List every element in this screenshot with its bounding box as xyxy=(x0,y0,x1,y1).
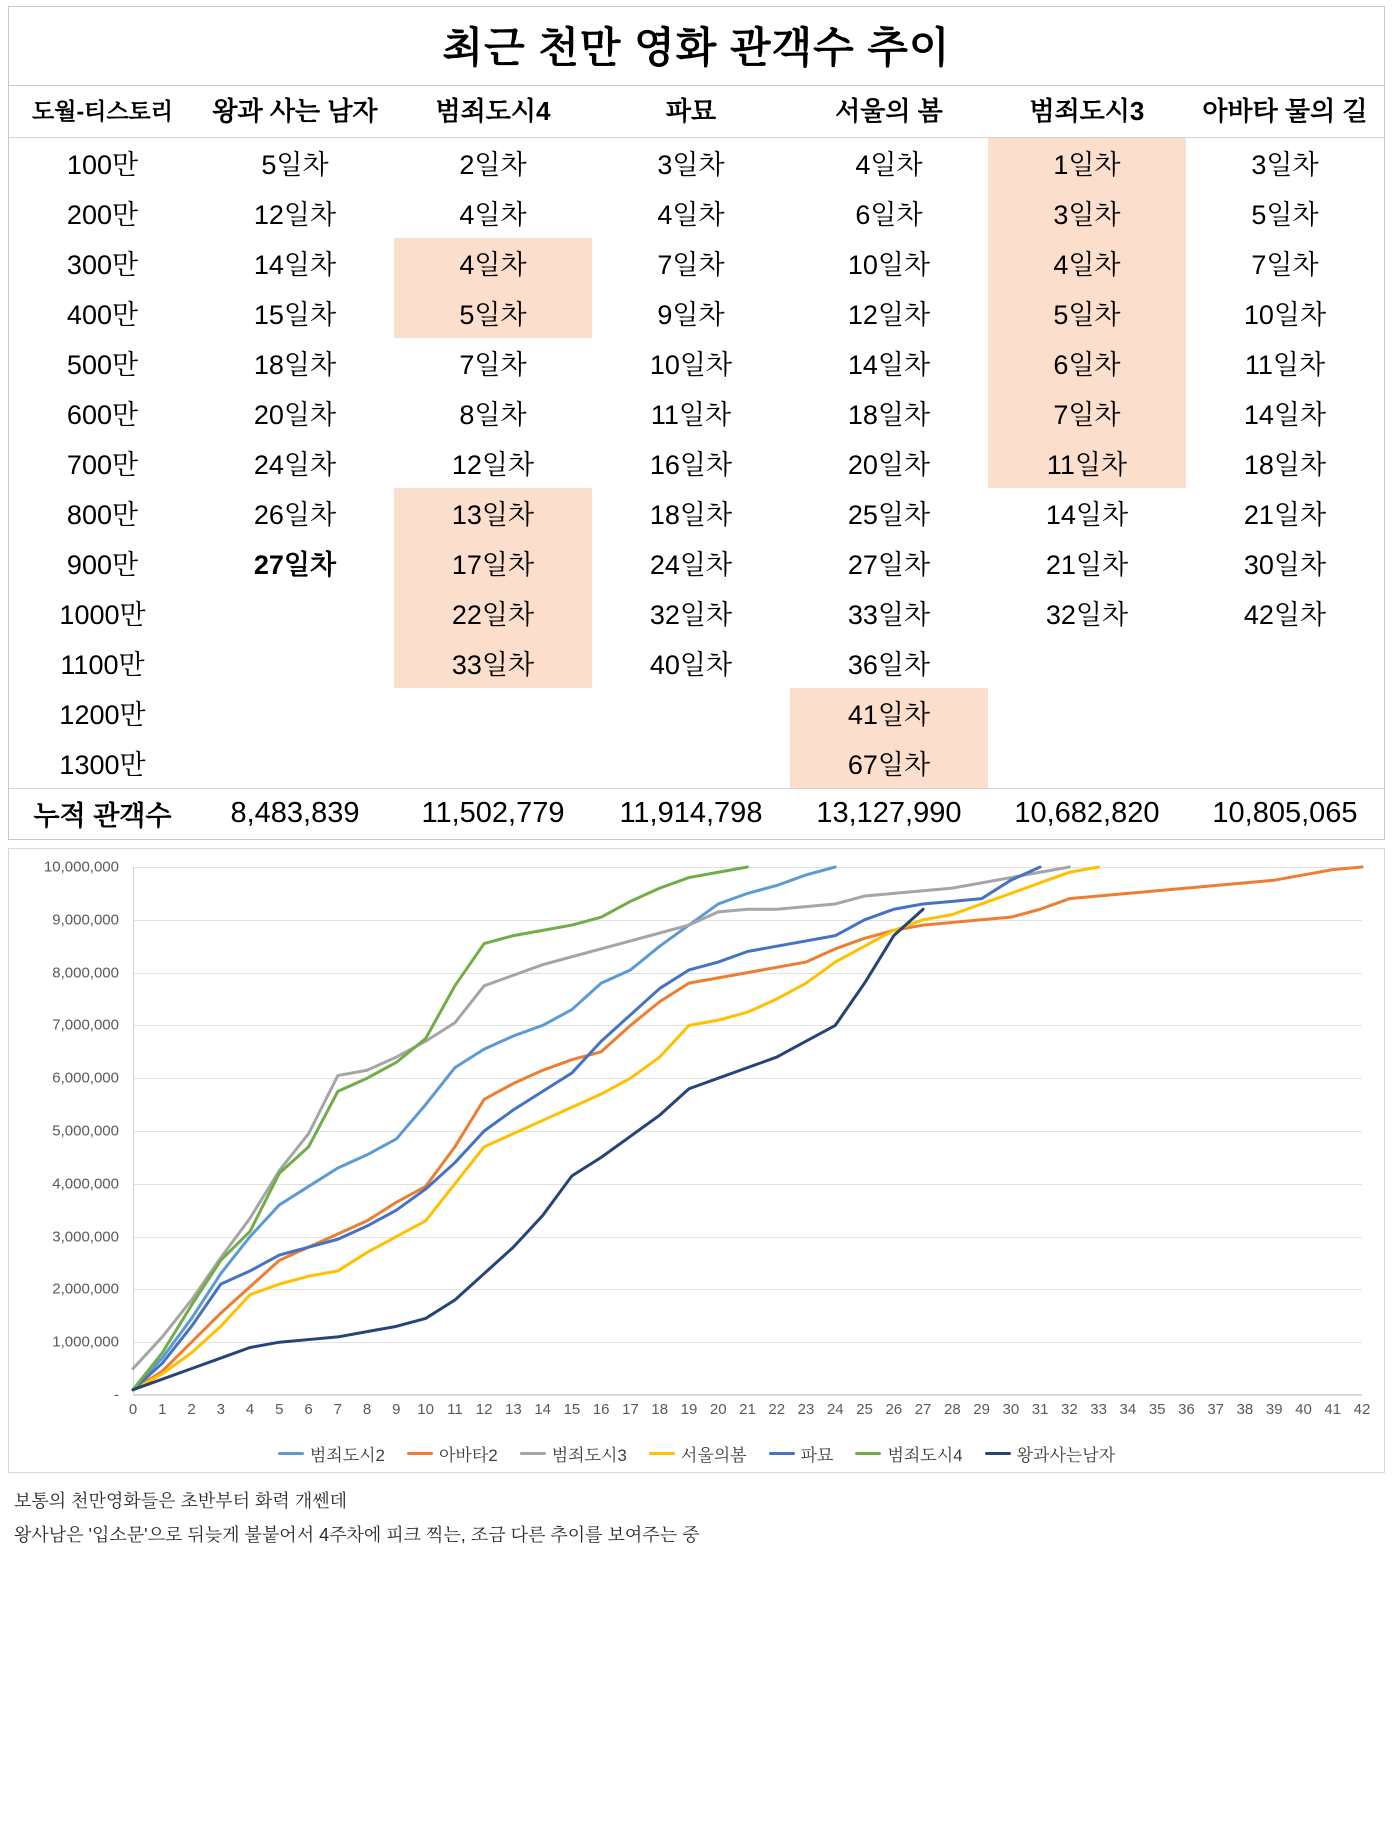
row-label: 900만 xyxy=(66,550,139,580)
x-tick-label: 34 xyxy=(1119,1401,1137,1418)
table-cell xyxy=(988,738,1186,789)
x-tick-label: 5 xyxy=(275,1401,284,1418)
total-value: 11,502,779 xyxy=(394,789,592,840)
total-value: 10,682,820 xyxy=(988,789,1186,840)
row-label: 1000만 xyxy=(59,600,146,630)
table-row xyxy=(9,438,1384,488)
table-cell: 5일차 xyxy=(394,288,592,338)
legend-label: 왕과사는남자 xyxy=(1016,1446,1116,1465)
table-cell: 14일차 xyxy=(1243,400,1327,430)
table-row xyxy=(9,738,1384,789)
row-label: 200만 xyxy=(66,200,139,230)
table-cell: 3일차 xyxy=(657,150,725,180)
x-tick-label: 35 xyxy=(1148,1401,1166,1418)
row-label: 1100만 xyxy=(60,650,145,680)
row-label: 300만 xyxy=(66,250,139,280)
table-row xyxy=(9,538,1384,588)
table-cell: 26일차 xyxy=(253,500,337,530)
table-row xyxy=(9,688,1384,738)
y-tick-label: 8,000,000 xyxy=(52,964,119,982)
x-tick-label: 30 xyxy=(1002,1401,1020,1418)
series-line xyxy=(133,909,923,1389)
table-cell: 2일차 xyxy=(459,150,527,180)
x-tick-label: 22 xyxy=(768,1401,786,1418)
total-value: 8,483,839 xyxy=(196,789,394,840)
total-value: 13,127,990 xyxy=(790,789,988,840)
table-body xyxy=(9,138,1384,789)
table-cell: 21일차 xyxy=(1243,500,1327,530)
table-cell xyxy=(592,738,790,789)
x-tick-label: 19 xyxy=(680,1401,698,1418)
table-cell: 12일차 xyxy=(847,300,931,330)
table-cell: 27일차 xyxy=(847,550,931,580)
x-tick-label: 2 xyxy=(187,1401,196,1418)
table-row xyxy=(9,488,1384,538)
table-cell: 33일차 xyxy=(847,600,931,630)
table-cell: 18일차 xyxy=(1243,450,1327,480)
table-cell: 4일차 xyxy=(459,200,527,230)
note-line: 보통의 천만영화들은 초반부터 화력 개쎈데 xyxy=(14,1491,347,1511)
table-row xyxy=(9,338,1384,388)
table-cell: 24일차 xyxy=(649,550,733,580)
x-tick-label: 9 xyxy=(392,1401,401,1418)
table-row xyxy=(9,238,1384,288)
x-tick-label: 11 xyxy=(447,1401,463,1418)
x-tick-label: 16 xyxy=(592,1401,610,1418)
table-cell xyxy=(196,588,394,638)
row-label: 100만 xyxy=(66,150,139,180)
table-cell: 25일차 xyxy=(847,500,931,530)
table-corner-label: 도월-티스토리 xyxy=(9,86,196,138)
legend-swatch xyxy=(985,1452,1011,1455)
series-line xyxy=(133,867,748,1390)
legend-item[interactable] xyxy=(278,1441,385,1466)
total-value: 10,805,065 xyxy=(1186,789,1384,840)
page-title: 최근 천만 영화 관객수 추이 xyxy=(9,7,1384,86)
table-cell xyxy=(1186,688,1384,738)
y-tick-label: 4,000,000 xyxy=(52,1175,119,1193)
y-tick-label: 2,000,000 xyxy=(52,1280,119,1298)
table-cell xyxy=(1186,638,1384,688)
x-tick-label: 39 xyxy=(1265,1401,1283,1418)
table-cell: 7일차 xyxy=(988,388,1186,438)
table-row xyxy=(9,288,1384,338)
table-cell: 30일차 xyxy=(1243,550,1327,580)
table-cell: 5일차 xyxy=(261,150,329,180)
table-cell: 27일차 xyxy=(253,550,337,580)
table-cell: 6일차 xyxy=(855,200,923,230)
cumulative-audience-chart xyxy=(8,848,1385,1473)
y-tick-label: - xyxy=(114,1386,119,1404)
column-header: 아바타 물의 길 xyxy=(1186,86,1384,138)
x-tick-label: 25 xyxy=(856,1401,873,1418)
row-label: 1200만 xyxy=(59,700,146,730)
legend-item[interactable] xyxy=(855,1441,962,1466)
legend-item[interactable] xyxy=(649,1441,747,1466)
page-root xyxy=(0,6,1393,1547)
x-tick-label: 3 xyxy=(216,1401,225,1418)
table-cell xyxy=(394,688,592,738)
x-tick-label: 42 xyxy=(1353,1401,1371,1418)
x-tick-label: 14 xyxy=(534,1401,551,1418)
table-cell: 6일차 xyxy=(988,338,1186,388)
table-cell: 15일차 xyxy=(253,300,337,330)
x-tick-label: 13 xyxy=(505,1401,522,1418)
table-cell: 7일차 xyxy=(657,250,725,280)
table-cell: 17일차 xyxy=(394,538,592,588)
series-line xyxy=(133,867,1069,1369)
table-cell: 33일차 xyxy=(394,638,592,688)
table-cell: 3일차 xyxy=(988,188,1186,238)
legend-swatch xyxy=(855,1452,881,1455)
note-line: 왕사남은 '입소문'으로 뒤늦게 불붙어서 4주차에 피크 찍는, 조금 다른 추이를 보여주는 중 xyxy=(14,1525,700,1545)
table-cell xyxy=(988,688,1186,738)
x-tick-label: 7 xyxy=(333,1401,342,1418)
x-tick-label: 1 xyxy=(158,1401,167,1418)
y-axis-labels xyxy=(21,858,125,1404)
column-header: 파묘 xyxy=(592,86,790,138)
audience-table xyxy=(9,86,1384,839)
column-header: 왕과 사는 남자 xyxy=(196,86,394,138)
table-cell: 11일차 xyxy=(988,438,1186,488)
gridline xyxy=(133,1395,1362,1396)
table-cell xyxy=(1186,738,1384,789)
table-row xyxy=(9,638,1384,688)
table-header-row xyxy=(9,86,1384,138)
table-row xyxy=(9,188,1384,238)
legend-label: 아바타2 xyxy=(439,1446,498,1465)
table-cell xyxy=(196,738,394,789)
x-tick-label: 32 xyxy=(1061,1401,1078,1418)
row-label: 400만 xyxy=(66,300,139,330)
x-axis-labels xyxy=(128,1401,1371,1423)
legend-item[interactable] xyxy=(769,1441,834,1466)
legend-swatch xyxy=(278,1452,304,1455)
y-tick-label: 9,000,000 xyxy=(52,911,119,929)
notes-block xyxy=(14,1487,1383,1547)
table-cell: 14일차 xyxy=(847,350,931,380)
x-tick-label: 29 xyxy=(973,1401,990,1418)
y-tick-label: 3,000,000 xyxy=(52,1228,119,1246)
table-cell: 32일차 xyxy=(649,600,733,630)
table-cell: 7일차 xyxy=(459,350,527,380)
x-tick-label: 24 xyxy=(826,1401,844,1418)
y-tick-label: 10,000,000 xyxy=(43,858,119,876)
x-tick-label: 27 xyxy=(914,1401,932,1418)
table-cell: 14일차 xyxy=(1045,500,1129,530)
table-cell xyxy=(394,738,592,789)
row-label: 1300만 xyxy=(59,750,146,780)
y-tick-label: 1,000,000 xyxy=(52,1333,119,1351)
table-cell: 10일차 xyxy=(649,350,733,380)
table-cell: 67일차 xyxy=(790,738,988,789)
table-cell: 20일차 xyxy=(847,450,931,480)
row-label: 800만 xyxy=(66,500,139,530)
x-tick-label: 4 xyxy=(245,1401,255,1418)
legend-swatch xyxy=(769,1452,795,1455)
table-cell: 4일차 xyxy=(988,238,1186,288)
table-cell: 10일차 xyxy=(847,250,931,280)
x-tick-label: 26 xyxy=(885,1401,903,1418)
table-cell: 11일차 xyxy=(1244,350,1326,380)
table-cell xyxy=(196,638,394,688)
audience-table-card xyxy=(8,6,1385,840)
table-cell: 5일차 xyxy=(1251,200,1319,230)
table-cell: 10일차 xyxy=(1243,300,1327,330)
x-tick-label: 17 xyxy=(622,1401,639,1418)
table-cell: 40일차 xyxy=(649,650,733,680)
table-cell: 36일차 xyxy=(847,650,931,680)
table-cell: 18일차 xyxy=(253,350,337,380)
table-cell: 16일차 xyxy=(649,450,733,480)
table-cell xyxy=(988,638,1186,688)
legend-item[interactable] xyxy=(407,1441,498,1466)
x-tick-label: 6 xyxy=(304,1401,313,1418)
x-tick-label: 40 xyxy=(1295,1401,1312,1418)
legend-swatch xyxy=(520,1452,546,1455)
table-cell: 5일차 xyxy=(988,288,1186,338)
total-row xyxy=(9,789,1384,840)
x-tick-label: 36 xyxy=(1178,1401,1195,1418)
row-label: 700만 xyxy=(66,450,139,480)
row-label: 500만 xyxy=(66,350,139,380)
x-tick-label: 21 xyxy=(739,1401,756,1418)
legend-label: 범죄도시2 xyxy=(309,1446,385,1465)
table-cell: 41일차 xyxy=(790,688,988,738)
column-header: 범죄도시3 xyxy=(988,86,1186,138)
legend-label: 파묘 xyxy=(800,1446,834,1465)
x-tick-label: 10 xyxy=(417,1401,434,1418)
table-cell: 4일차 xyxy=(394,238,592,288)
legend-item[interactable] xyxy=(985,1441,1116,1466)
series-lines xyxy=(133,867,1362,1395)
table-cell: 9일차 xyxy=(657,300,725,330)
y-tick-label: 7,000,000 xyxy=(52,1016,119,1034)
table-cell: 3일차 xyxy=(1251,150,1319,180)
table-cell: 42일차 xyxy=(1243,600,1327,630)
column-header: 서울의 봄 xyxy=(790,86,988,138)
legend-swatch xyxy=(407,1452,433,1455)
table-cell: 18일차 xyxy=(847,400,931,430)
series-line xyxy=(133,867,1040,1390)
y-tick-label: 6,000,000 xyxy=(52,1069,119,1087)
x-tick-label: 23 xyxy=(797,1401,815,1418)
x-tick-label: 37 xyxy=(1207,1401,1225,1418)
x-tick-label: 31 xyxy=(1031,1401,1049,1418)
legend-label: 서울의봄 xyxy=(680,1446,747,1465)
chart-legend xyxy=(21,1439,1372,1466)
x-tick-label: 41 xyxy=(1324,1401,1342,1418)
table-cell: 12일차 xyxy=(451,450,535,480)
table-row xyxy=(9,388,1384,438)
table-cell xyxy=(592,688,790,738)
x-tick-label: 20 xyxy=(709,1401,727,1418)
table-cell: 1일차 xyxy=(988,138,1186,189)
table-cell: 13일차 xyxy=(394,488,592,538)
column-header: 범죄도시4 xyxy=(394,86,592,138)
table-cell: 7일차 xyxy=(1251,250,1319,280)
x-tick-label: 28 xyxy=(943,1401,961,1418)
table-cell: 8일차 xyxy=(459,400,527,430)
legend-item[interactable] xyxy=(520,1441,627,1466)
x-tick-label: 15 xyxy=(563,1401,581,1418)
table-cell: 20일차 xyxy=(253,400,337,430)
x-tick-label: 38 xyxy=(1236,1401,1254,1418)
table-cell: 14일차 xyxy=(253,250,337,280)
table-cell: 24일차 xyxy=(253,450,337,480)
table-cell: 18일차 xyxy=(649,500,733,530)
x-tick-label: 12 xyxy=(475,1401,493,1418)
table-row xyxy=(9,138,1384,189)
x-tick-label: 18 xyxy=(651,1401,669,1418)
x-tick-label: 0 xyxy=(128,1401,138,1418)
total-value: 11,914,798 xyxy=(592,789,790,840)
x-tick-label: 33 xyxy=(1090,1401,1107,1418)
x-tick-label: 8 xyxy=(362,1401,372,1418)
table-cell: 4일차 xyxy=(657,200,725,230)
table-cell: 11일차 xyxy=(650,400,732,430)
table-cell: 21일차 xyxy=(1045,550,1129,580)
plot-wrapper xyxy=(21,859,1372,1439)
legend-swatch xyxy=(649,1452,675,1455)
legend-label: 범죄도시4 xyxy=(887,1446,963,1465)
row-label: 600만 xyxy=(66,400,139,430)
plot-area xyxy=(133,867,1362,1395)
total-label: 누적 관객수 xyxy=(9,789,196,840)
table-cell: 12일차 xyxy=(253,200,337,230)
table-cell xyxy=(196,688,394,738)
table-cell: 4일차 xyxy=(855,150,923,180)
table-cell: 32일차 xyxy=(1045,600,1129,630)
table-row xyxy=(9,588,1384,638)
y-tick-label: 5,000,000 xyxy=(52,1122,119,1140)
legend-label: 범죄도시3 xyxy=(551,1446,627,1465)
table-cell: 22일차 xyxy=(394,588,592,638)
